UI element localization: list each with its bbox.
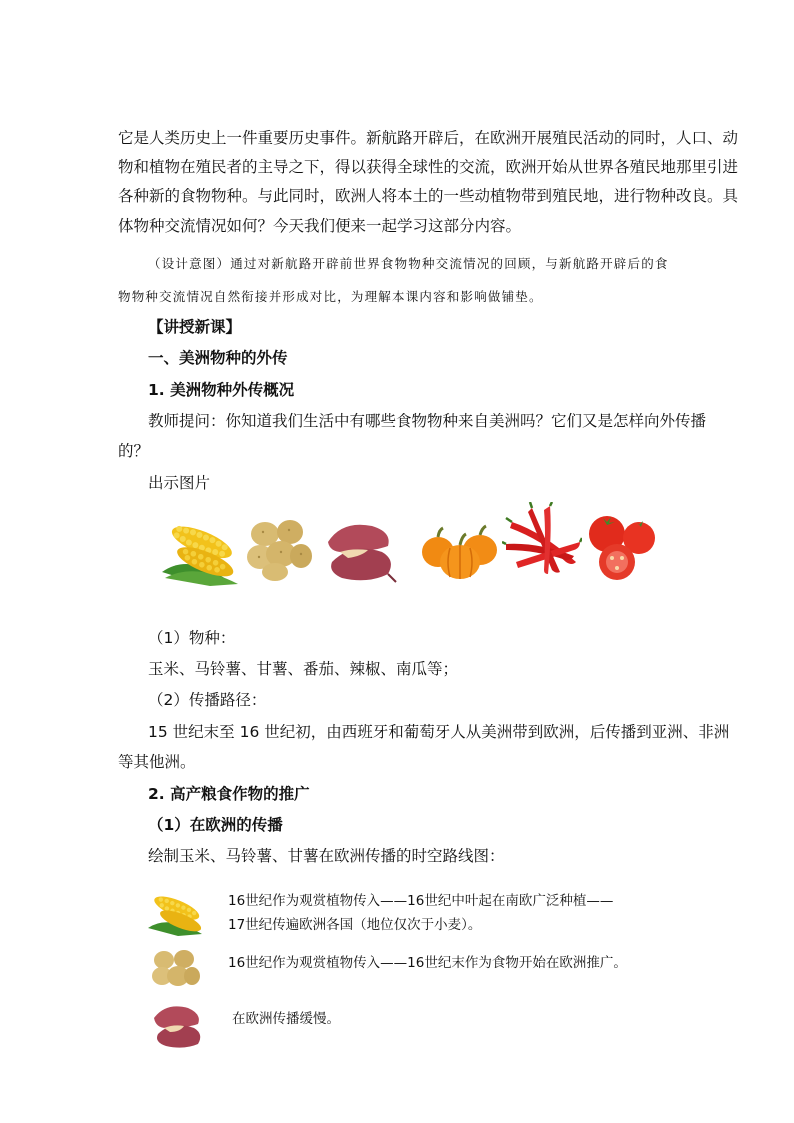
sweet-potato-icon [322,512,397,587]
intro-line-2: 物和植物在殖民者的主导之下，得以获得全球性的交流，欧洲开始从世界各殖民地那里引进 [118,158,739,176]
sub-2-heading: 2. 高产粮食作物的推广 [148,785,310,803]
design-note-line-2: 物物种交流情况自然衔接并形成对比，为理解本课内容和影响做铺垫。 [118,289,543,304]
corn-icon [160,512,240,587]
show-pictures-label: 出示图片 [148,474,211,492]
lesson-heading: 【讲授新课】 [148,318,242,336]
question-line-1: 教师提问：你知道我们生活中有哪些食物物种来自美洲吗？它们又是怎样向外传播 [148,412,707,430]
corn-small-icon [148,886,206,938]
sub-2a-heading: （1）在欧洲的传播 [148,816,283,834]
sweet-potato-small-icon [150,998,206,1050]
corn-route-line-1: 16世纪作为观赏植物传入——16世纪中叶起在南欧广泛种植—— [228,893,614,909]
question-line-2: 的？ [118,442,150,460]
chili-icon [502,502,582,580]
intro-line-3: 各种新的食物物种。与此同时，欧洲人将本土的一些动植物带到殖民地，进行物种改良。具 [118,187,739,205]
pumpkin-icon [420,512,500,582]
intro-line-4: 体物种交流情况如何？今天我们便来一起学习这部分内容。 [118,217,522,235]
species-label: （1）物种： [148,629,236,647]
intro-line-1: 它是人类历史上一件重要历史事件。新航路开辟后，在欧洲开展殖民活动的同时，人口、动 [118,129,739,147]
corn-route-line-2: 17世纪传遍欧洲各国（地位仅次于小麦）。 [228,917,482,933]
potato-small-icon [150,946,202,990]
sweet-potato-route: 在欧洲传播缓慢。 [232,1011,340,1027]
sub-1-heading: 1. 美洲物种外传概况 [148,381,295,399]
design-note-line-1: （设计意图）通过对新航路开辟前世界食物物种交流情况的回顾，与新航路开辟后的食 [148,256,669,271]
potato-route: 16世纪作为观赏植物传入——16世纪末作为食物开始在欧洲推广。 [228,955,627,971]
tomato-icon [585,512,660,582]
route-line-1: 15 世纪末至 16 世纪初，由西班牙和葡萄牙人从美洲带到欧洲，后传播到亚洲、非洲 [148,723,730,741]
route-label: （2）传播路径： [148,691,267,709]
species-list: 玉米、马铃薯、甘薯、番茄、辣椒、南瓜等； [148,660,459,678]
part-1-heading: 一、美洲物种的外传 [148,349,288,367]
draw-route-instruction: 绘制玉米、马铃薯、甘薯在欧洲传播的时空路线图： [148,847,505,865]
potato-icon [245,512,315,582]
route-line-2: 等其他洲。 [118,753,196,771]
